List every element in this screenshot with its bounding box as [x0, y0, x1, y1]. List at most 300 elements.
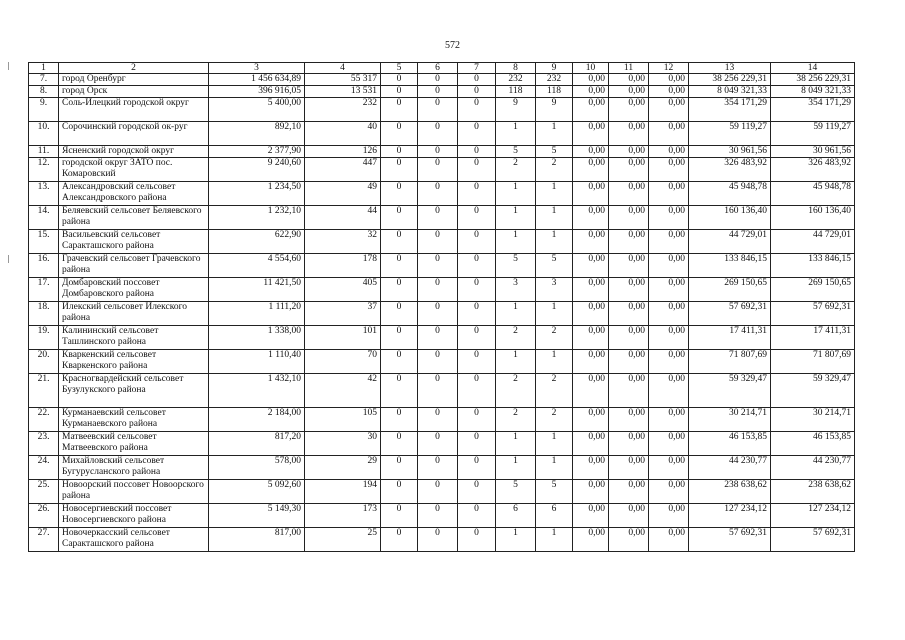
row-number: 11.	[29, 146, 59, 158]
col-14-value: 354 171,29	[771, 98, 855, 122]
row-number: 23.	[29, 432, 59, 456]
header-row	[29, 63, 855, 74]
col-7-value: 0	[458, 98, 496, 122]
col-5-value: 0	[381, 98, 418, 122]
col-12-value: 0,00	[649, 98, 689, 122]
table-row	[29, 86, 855, 98]
col-3-value: 1 432,10	[209, 374, 305, 408]
col-11-value: 0,00	[609, 302, 649, 326]
table-row	[29, 528, 855, 552]
col-8-value: 1	[496, 350, 536, 374]
col-7-value: 0	[458, 182, 496, 206]
col-5-value: 0	[381, 374, 418, 408]
col-6-value: 0	[418, 432, 458, 456]
col-10-value: 0,00	[573, 254, 609, 278]
col-8-value: 2	[496, 408, 536, 432]
col-14-value: 44 729,01	[771, 230, 855, 254]
col-12-value: 0,00	[649, 86, 689, 98]
col-3-value: 11 421,50	[209, 278, 305, 302]
table-row	[29, 230, 855, 254]
table-row	[29, 504, 855, 528]
column-header: 4	[305, 63, 381, 74]
col-10-value: 0,00	[573, 302, 609, 326]
col-5-value: 0	[381, 504, 418, 528]
col-5-value: 0	[381, 456, 418, 480]
municipality-name: Соль-Илецкий городской округ	[59, 98, 209, 122]
col-14-value: 8 049 321,33	[771, 86, 855, 98]
column-header: 6	[418, 63, 458, 74]
column-header: 1	[29, 63, 59, 74]
col-14-value: 57 692,31	[771, 528, 855, 552]
col-7-value: 0	[458, 122, 496, 146]
col-10-value: 0,00	[573, 504, 609, 528]
col-9-value: 1	[536, 302, 573, 326]
col-10-value: 0,00	[573, 122, 609, 146]
table-row	[29, 254, 855, 278]
col-9-value: 1	[536, 528, 573, 552]
table-row	[29, 146, 855, 158]
col-4-value: 194	[305, 480, 381, 504]
col-7-value: 0	[458, 408, 496, 432]
col-8-value: 1	[496, 182, 536, 206]
col-5-value: 0	[381, 74, 418, 86]
municipality-name: Матвеевский сельсовет Матвеевского района	[59, 432, 209, 456]
col-13-value: 45 948,78	[689, 182, 771, 206]
col-12-value: 0,00	[649, 456, 689, 480]
margin-mark	[8, 255, 9, 263]
col-7-value: 0	[458, 86, 496, 98]
row-number: 26.	[29, 504, 59, 528]
col-10-value: 0,00	[573, 182, 609, 206]
data-table	[28, 62, 855, 552]
col-8-value: 1	[496, 528, 536, 552]
municipality-name: Калининский сельсовет Ташлинского района	[59, 326, 209, 350]
col-6-value: 0	[418, 74, 458, 86]
row-number: 22.	[29, 408, 59, 432]
col-7-value: 0	[458, 206, 496, 230]
col-11-value: 0,00	[609, 122, 649, 146]
col-12-value: 0,00	[649, 408, 689, 432]
row-number: 13.	[29, 182, 59, 206]
col-4-value: 70	[305, 350, 381, 374]
col-9-value: 1	[536, 122, 573, 146]
col-6-value: 0	[418, 528, 458, 552]
table-row	[29, 456, 855, 480]
col-4-value: 55 317	[305, 74, 381, 86]
col-10-value: 0,00	[573, 456, 609, 480]
col-4-value: 173	[305, 504, 381, 528]
col-6-value: 0	[418, 350, 458, 374]
col-6-value: 0	[418, 254, 458, 278]
col-10-value: 0,00	[573, 146, 609, 158]
col-14-value: 46 153,85	[771, 432, 855, 456]
col-9-value: 118	[536, 86, 573, 98]
col-10-value: 0,00	[573, 230, 609, 254]
col-10-value: 0,00	[573, 350, 609, 374]
col-9-value: 1	[536, 206, 573, 230]
col-4-value: 40	[305, 122, 381, 146]
col-5-value: 0	[381, 86, 418, 98]
table-body	[29, 63, 855, 552]
margin-mark	[8, 62, 9, 70]
col-14-value: 269 150,65	[771, 278, 855, 302]
column-header: 8	[496, 63, 536, 74]
col-13-value: 8 049 321,33	[689, 86, 771, 98]
col-5-value: 0	[381, 528, 418, 552]
col-12-value: 0,00	[649, 122, 689, 146]
col-4-value: 13 531	[305, 86, 381, 98]
municipality-name: Красногвардейский сельсовет Бузулукского района	[59, 374, 209, 408]
col-14-value: 133 846,15	[771, 254, 855, 278]
col-3-value: 1 338,00	[209, 326, 305, 350]
col-13-value: 30 214,71	[689, 408, 771, 432]
col-14-value: 59 119,27	[771, 122, 855, 146]
table-row	[29, 74, 855, 86]
col-11-value: 0,00	[609, 230, 649, 254]
col-13-value: 133 846,15	[689, 254, 771, 278]
row-number: 12.	[29, 158, 59, 182]
col-13-value: 326 483,92	[689, 158, 771, 182]
col-8-value: 1	[496, 302, 536, 326]
col-5-value: 0	[381, 254, 418, 278]
col-13-value: 354 171,29	[689, 98, 771, 122]
table-row	[29, 278, 855, 302]
col-9-value: 5	[536, 480, 573, 504]
col-3-value: 2 377,90	[209, 146, 305, 158]
col-8-value: 3	[496, 278, 536, 302]
col-8-value: 1	[496, 122, 536, 146]
col-4-value: 447	[305, 158, 381, 182]
col-8-value: 1	[496, 432, 536, 456]
col-7-value: 0	[458, 158, 496, 182]
row-number: 8.	[29, 86, 59, 98]
col-4-value: 101	[305, 326, 381, 350]
col-5-value: 0	[381, 182, 418, 206]
col-11-value: 0,00	[609, 182, 649, 206]
col-7-value: 0	[458, 480, 496, 504]
col-14-value: 38 256 229,31	[771, 74, 855, 86]
row-number: 25.	[29, 480, 59, 504]
col-12-value: 0,00	[649, 278, 689, 302]
col-3-value: 4 554,60	[209, 254, 305, 278]
col-3-value: 9 240,60	[209, 158, 305, 182]
col-3-value: 817,00	[209, 528, 305, 552]
col-14-value: 57 692,31	[771, 302, 855, 326]
col-4-value: 44	[305, 206, 381, 230]
column-header: 2	[59, 63, 209, 74]
col-9-value: 1	[536, 350, 573, 374]
col-13-value: 238 638,62	[689, 480, 771, 504]
col-9-value: 2	[536, 326, 573, 350]
col-6-value: 0	[418, 456, 458, 480]
col-5-value: 0	[381, 278, 418, 302]
col-13-value: 127 234,12	[689, 504, 771, 528]
col-4-value: 29	[305, 456, 381, 480]
col-11-value: 0,00	[609, 146, 649, 158]
col-11-value: 0,00	[609, 528, 649, 552]
municipality-name: Беляевский сельсовет Беляевского района	[59, 206, 209, 230]
col-5-value: 0	[381, 326, 418, 350]
col-4-value: 32	[305, 230, 381, 254]
col-3-value: 2 184,00	[209, 408, 305, 432]
col-7-value: 0	[458, 528, 496, 552]
col-12-value: 0,00	[649, 350, 689, 374]
col-13-value: 71 807,69	[689, 350, 771, 374]
col-10-value: 0,00	[573, 528, 609, 552]
col-3-value: 1 234,50	[209, 182, 305, 206]
col-12-value: 0,00	[649, 146, 689, 158]
col-4-value: 232	[305, 98, 381, 122]
col-13-value: 59 329,47	[689, 374, 771, 408]
col-13-value: 57 692,31	[689, 302, 771, 326]
col-10-value: 0,00	[573, 408, 609, 432]
municipality-name: Домбаровский поссовет Домбаровского района	[59, 278, 209, 302]
municipality-name: город Орск	[59, 86, 209, 98]
row-number: 19.	[29, 326, 59, 350]
col-4-value: 105	[305, 408, 381, 432]
col-8-value: 6	[496, 504, 536, 528]
col-14-value: 45 948,78	[771, 182, 855, 206]
col-10-value: 0,00	[573, 326, 609, 350]
table-row	[29, 326, 855, 350]
col-12-value: 0,00	[649, 182, 689, 206]
municipality-name: город Оренбург	[59, 74, 209, 86]
col-9-value: 1	[536, 456, 573, 480]
row-number: 27.	[29, 528, 59, 552]
col-11-value: 0,00	[609, 86, 649, 98]
municipality-name: Илекский сельсовет Илекского района	[59, 302, 209, 326]
col-10-value: 0,00	[573, 206, 609, 230]
col-11-value: 0,00	[609, 504, 649, 528]
table-row	[29, 432, 855, 456]
table-row	[29, 408, 855, 432]
col-11-value: 0,00	[609, 206, 649, 230]
col-11-value: 0,00	[609, 374, 649, 408]
col-14-value: 127 234,12	[771, 504, 855, 528]
col-9-value: 2	[536, 158, 573, 182]
col-6-value: 0	[418, 122, 458, 146]
col-5-value: 0	[381, 146, 418, 158]
column-header: 13	[689, 63, 771, 74]
col-12-value: 0,00	[649, 432, 689, 456]
col-9-value: 232	[536, 74, 573, 86]
col-3-value: 817,20	[209, 432, 305, 456]
col-14-value: 71 807,69	[771, 350, 855, 374]
col-9-value: 5	[536, 146, 573, 158]
col-9-value: 9	[536, 98, 573, 122]
col-8-value: 2	[496, 326, 536, 350]
col-14-value: 17 411,31	[771, 326, 855, 350]
column-header: 14	[771, 63, 855, 74]
table-row	[29, 374, 855, 408]
table-row	[29, 98, 855, 122]
col-14-value: 238 638,62	[771, 480, 855, 504]
col-4-value: 178	[305, 254, 381, 278]
col-3-value: 1 110,40	[209, 350, 305, 374]
col-7-value: 0	[458, 456, 496, 480]
col-6-value: 0	[418, 86, 458, 98]
col-3-value: 1 111,20	[209, 302, 305, 326]
col-14-value: 326 483,92	[771, 158, 855, 182]
col-12-value: 0,00	[649, 158, 689, 182]
col-11-value: 0,00	[609, 456, 649, 480]
col-3-value: 5 149,30	[209, 504, 305, 528]
table-row	[29, 122, 855, 146]
col-6-value: 0	[418, 480, 458, 504]
col-3-value: 5 092,60	[209, 480, 305, 504]
col-3-value: 622,90	[209, 230, 305, 254]
col-6-value: 0	[418, 326, 458, 350]
col-9-value: 1	[536, 432, 573, 456]
col-7-value: 0	[458, 432, 496, 456]
column-header: 3	[209, 63, 305, 74]
col-14-value: 160 136,40	[771, 206, 855, 230]
col-12-value: 0,00	[649, 504, 689, 528]
col-10-value: 0,00	[573, 98, 609, 122]
col-12-value: 0,00	[649, 480, 689, 504]
row-number: 14.	[29, 206, 59, 230]
table-row	[29, 350, 855, 374]
col-6-value: 0	[418, 408, 458, 432]
col-6-value: 0	[418, 278, 458, 302]
col-11-value: 0,00	[609, 158, 649, 182]
col-8-value: 1	[496, 456, 536, 480]
table-row	[29, 206, 855, 230]
col-3-value: 5 400,00	[209, 98, 305, 122]
col-8-value: 2	[496, 374, 536, 408]
col-9-value: 5	[536, 254, 573, 278]
row-number: 17.	[29, 278, 59, 302]
col-11-value: 0,00	[609, 480, 649, 504]
col-7-value: 0	[458, 302, 496, 326]
column-header: 11	[609, 63, 649, 74]
table-row	[29, 480, 855, 504]
col-5-value: 0	[381, 432, 418, 456]
col-6-value: 0	[418, 374, 458, 408]
col-13-value: 38 256 229,31	[689, 74, 771, 86]
col-8-value: 118	[496, 86, 536, 98]
col-5-value: 0	[381, 122, 418, 146]
col-9-value: 2	[536, 374, 573, 408]
col-8-value: 5	[496, 480, 536, 504]
municipality-name: Александровский сельсовет Александровского района	[59, 182, 209, 206]
col-12-value: 0,00	[649, 326, 689, 350]
column-header: 12	[649, 63, 689, 74]
municipality-name: городской округ ЗАТО пос. Комаровский	[59, 158, 209, 182]
municipality-name: Новосергиевский поссовет Новосергиевского района	[59, 504, 209, 528]
col-5-value: 0	[381, 206, 418, 230]
municipality-name: Грачевский сельсовет Грачевского района	[59, 254, 209, 278]
col-11-value: 0,00	[609, 278, 649, 302]
municipality-name: Курманаевский сельсовет Курманаевского района	[59, 408, 209, 432]
col-5-value: 0	[381, 158, 418, 182]
col-8-value: 232	[496, 74, 536, 86]
col-10-value: 0,00	[573, 432, 609, 456]
municipality-name: Васильевский сельсовет Саракташского района	[59, 230, 209, 254]
municipality-name: Ясненский городской округ	[59, 146, 209, 158]
col-11-value: 0,00	[609, 98, 649, 122]
col-9-value: 1	[536, 230, 573, 254]
col-12-value: 0,00	[649, 528, 689, 552]
col-7-value: 0	[458, 326, 496, 350]
col-5-value: 0	[381, 408, 418, 432]
column-header: 9	[536, 63, 573, 74]
col-14-value: 30 961,56	[771, 146, 855, 158]
col-10-value: 0,00	[573, 278, 609, 302]
col-7-value: 0	[458, 350, 496, 374]
row-number: 7.	[29, 74, 59, 86]
col-12-value: 0,00	[649, 74, 689, 86]
municipality-name: Новочеркасский сельсовет Саракташского района	[59, 528, 209, 552]
col-6-value: 0	[418, 98, 458, 122]
col-5-value: 0	[381, 302, 418, 326]
col-3-value: 892,10	[209, 122, 305, 146]
col-6-value: 0	[418, 146, 458, 158]
table-row	[29, 158, 855, 182]
col-3-value: 1 456 634,89	[209, 74, 305, 86]
municipality-name: Новоорский поссовет Новоорского района	[59, 480, 209, 504]
col-11-value: 0,00	[609, 350, 649, 374]
col-5-value: 0	[381, 230, 418, 254]
col-10-value: 0,00	[573, 480, 609, 504]
col-4-value: 30	[305, 432, 381, 456]
row-number: 21.	[29, 374, 59, 408]
col-10-value: 0,00	[573, 374, 609, 408]
col-8-value: 1	[496, 230, 536, 254]
col-4-value: 25	[305, 528, 381, 552]
row-number: 18.	[29, 302, 59, 326]
col-7-value: 0	[458, 230, 496, 254]
col-11-value: 0,00	[609, 432, 649, 456]
col-14-value: 59 329,47	[771, 374, 855, 408]
col-8-value: 5	[496, 254, 536, 278]
col-10-value: 0,00	[573, 86, 609, 98]
col-11-value: 0,00	[609, 254, 649, 278]
col-4-value: 42	[305, 374, 381, 408]
col-3-value: 1 232,10	[209, 206, 305, 230]
col-12-value: 0,00	[649, 206, 689, 230]
col-13-value: 57 692,31	[689, 528, 771, 552]
col-7-value: 0	[458, 278, 496, 302]
col-7-value: 0	[458, 74, 496, 86]
page-number: 572	[445, 40, 460, 51]
table-row	[29, 302, 855, 326]
col-5-value: 0	[381, 480, 418, 504]
col-4-value: 126	[305, 146, 381, 158]
column-header: 10	[573, 63, 609, 74]
col-8-value: 1	[496, 206, 536, 230]
col-6-value: 0	[418, 182, 458, 206]
col-13-value: 160 136,40	[689, 206, 771, 230]
column-header: 7	[458, 63, 496, 74]
col-8-value: 2	[496, 158, 536, 182]
col-3-value: 578,00	[209, 456, 305, 480]
row-number: 9.	[29, 98, 59, 122]
municipality-name: Сорочинский городской ок-руг	[59, 122, 209, 146]
row-number: 15.	[29, 230, 59, 254]
col-13-value: 269 150,65	[689, 278, 771, 302]
col-11-value: 0,00	[609, 74, 649, 86]
col-9-value: 2	[536, 408, 573, 432]
col-9-value: 3	[536, 278, 573, 302]
col-13-value: 44 230,77	[689, 456, 771, 480]
col-6-value: 0	[418, 302, 458, 326]
col-6-value: 0	[418, 158, 458, 182]
row-number: 24.	[29, 456, 59, 480]
col-14-value: 30 214,71	[771, 408, 855, 432]
col-5-value: 0	[381, 350, 418, 374]
row-number: 10.	[29, 122, 59, 146]
